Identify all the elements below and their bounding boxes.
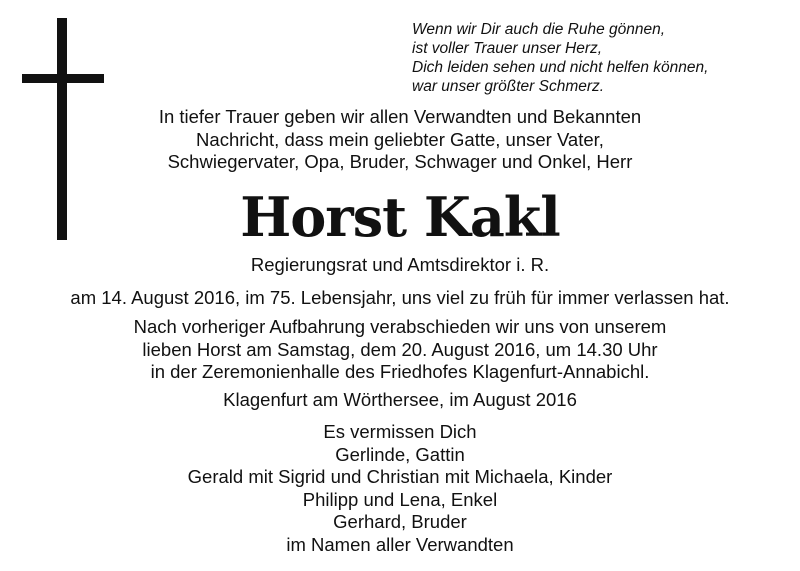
mourner-line: Philipp und Lena, Enkel bbox=[302, 488, 498, 510]
mourner-line: Gerhard, Bruder bbox=[333, 511, 467, 532]
deceased-name: Horst Kakl bbox=[240, 185, 560, 249]
intro-line: In tiefer Trauer geben wir allen Verwandten und Bekannten bbox=[158, 106, 642, 127]
intro-line: Schwiegervater, Opa, Bruder, Schwager und Onkel, Herr bbox=[167, 151, 633, 172]
memorial-poem bbox=[412, 20, 792, 96]
intro-line: Nachricht, dass mein geliebter Gatte, unser Vater, bbox=[196, 128, 604, 150]
mourner-line: Gerald mit Sigrid und Christian mit Michaela, Kinder bbox=[187, 466, 613, 487]
mourner-line: Es vermissen Dich bbox=[323, 421, 477, 442]
mourner-line: Gerlinde, Gattin bbox=[335, 443, 465, 465]
death-notice: am 14. August 2016, im 75. Lebensjahr, uns viel zu früh für immer verlassen hat. bbox=[70, 287, 730, 308]
poem-line: war unser größter Schmerz. bbox=[412, 78, 605, 95]
poem-line: ist voller Trauer unser Herz, bbox=[412, 40, 603, 57]
mourner-line: im Namen aller Verwandten bbox=[286, 533, 514, 555]
deceased-title: Regierungsrat und Amtsdirektor i. R. bbox=[250, 254, 550, 275]
poem-line: Dich leiden sehen und nicht helfen können, bbox=[412, 59, 709, 76]
farewell-line: Nach vorheriger Aufbahrung verabschieden wir uns von unserem bbox=[133, 316, 667, 337]
poem-line: Wenn wir Dir auch die Ruhe gönnen, bbox=[412, 21, 666, 38]
farewell-text bbox=[0, 316, 800, 384]
intro-text bbox=[0, 106, 800, 174]
mourners-list bbox=[0, 421, 800, 556]
farewell-line: lieben Horst am Samstag, dem 20. August 2016, um 14.30 Uhr bbox=[142, 338, 658, 360]
cross-horizontal-bar bbox=[22, 74, 104, 83]
place-date: Klagenfurt am Wörthersee, im August 2016 bbox=[223, 389, 577, 410]
farewell-line: in der Zeremonienhalle des Friedhofes Klagenfurt-Annabichl. bbox=[150, 361, 650, 382]
